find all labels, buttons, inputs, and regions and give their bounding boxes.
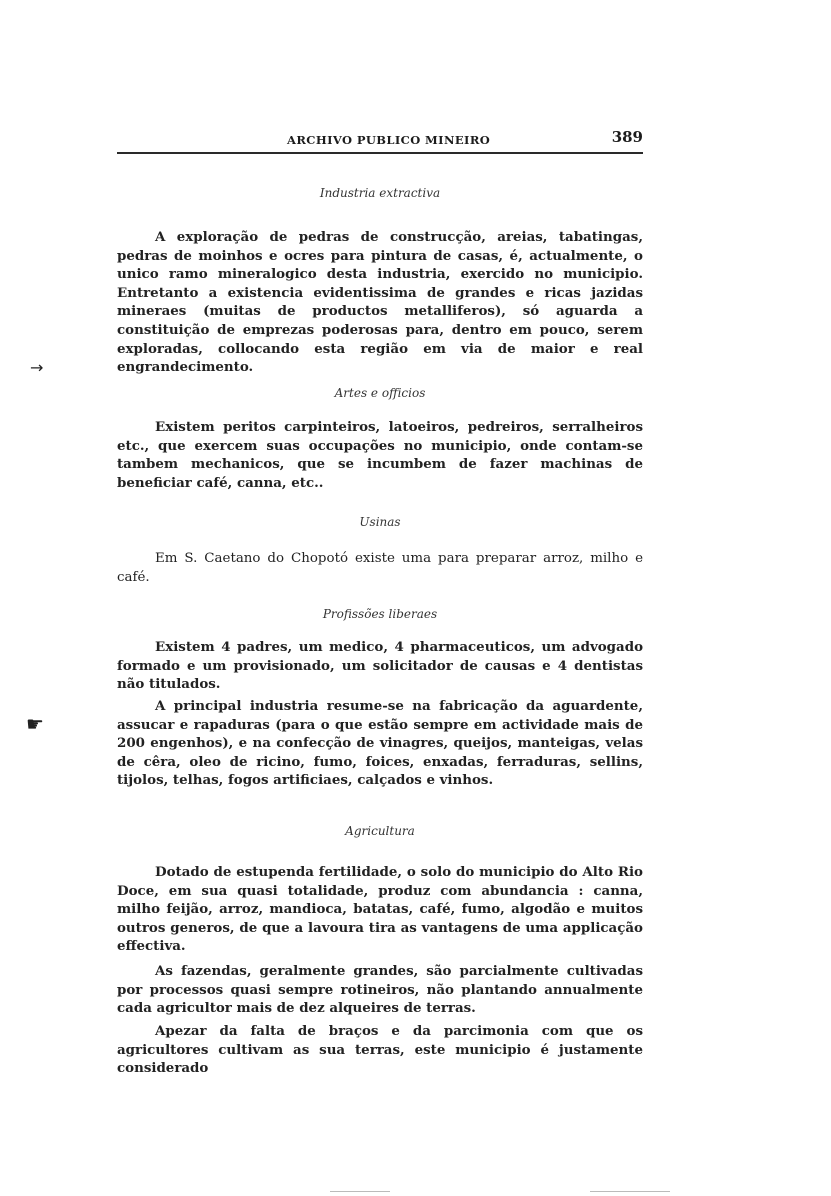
paragraph-agricultura-braços: Apezar da falta de braços e da parcimonia com que os agricultores cultivam as sua terras, este municipio é justamente considerado (117, 1023, 643, 1077)
section-heading-profissoes-liberaes: Profissões liberaes (322, 607, 438, 621)
paragraph-profissoes: Existem 4 padres, um medico, 4 pharmaceuticos, um advogado formado e um provisionado, um solicitador de causas e 4 dentistas não titulados. (117, 639, 643, 693)
section-heading-industria-extractiva: Industria extractiva (319, 186, 441, 200)
scan-edge-line (590, 1191, 670, 1192)
paragraph-industria-extractiva: A exploração de pedras de construcção, areias, tabatingas, pedras de moinhos e ocres para pintura de casas, é, actualmente, o unico ramo mineralogico desta industria, exercido no municipio. Entretanto a existencia evidentissima de grandes e ricas jazidas mineraes (muitas de productos metalliferos), só aguarda a constituição de emprezas poderosas para, dentro em pouco, serem exploradas, collocando esta região em via de maior e real engrandecimento. (117, 229, 643, 376)
paragraph-agricultura-solo: Dotado de estupenda fertilidade, o solo do municipio do Alto Rio Doce, em sua quasi totalidade, produz com abundancia : canna, milho feijão, arroz, mandioca, batatas, café, fumo, algodão e muitos outros generos, de que a lavoura tira as vantagens de uma applicação effectiva. (117, 864, 643, 955)
paragraph-principal-industria: A principal industria resume-se na fabricação da aguardente, assucar e rapaduras (para o que estão sempre em actividade mais de 200 engenhos), e na confecção de vinagres, queijos, manteigas, velas de cêra, oleo de ricino, fumo, foices, enxadas, ferraduras, sellins, tijolos, telhas, fogos artificiaes, calçados e vinhos. (117, 698, 643, 789)
paragraph-artes-officios: Existem peritos carpinteiros, latoeiros, pedreiros, serralheiros etc., que exercem suas occupações no municipio, onde contam-se tambem mechanicos, que se incumbem de fazer machinas de beneficiar café, canna, etc.. (117, 419, 643, 491)
section-heading-usinas: Usinas (359, 515, 401, 529)
section-heading-artes-officios: Artes e officios (334, 386, 426, 400)
section-heading-agricultura: Agricultura (345, 824, 415, 838)
paragraph-agricultura-fazendas: As fazendas, geralmente grandes, são parcialmente cultivadas por processos quasi sempre rotineiros, não plantando annualmente cada agricultor mais de dez alqueires de terras. (117, 963, 643, 1017)
running-header (117, 128, 643, 154)
scan-edge-line (330, 1191, 390, 1192)
paragraph-usinas: Em S. Caetano do Chopotó existe uma para preparar arroz, milho e café. (117, 551, 643, 585)
running-title: ARCHIVO PUBLICO MINEIRO (287, 133, 491, 147)
margin-mark-icon: → (30, 358, 44, 377)
margin-pointer-icon: ☛ (26, 712, 44, 736)
page-number: 389 (611, 128, 643, 146)
